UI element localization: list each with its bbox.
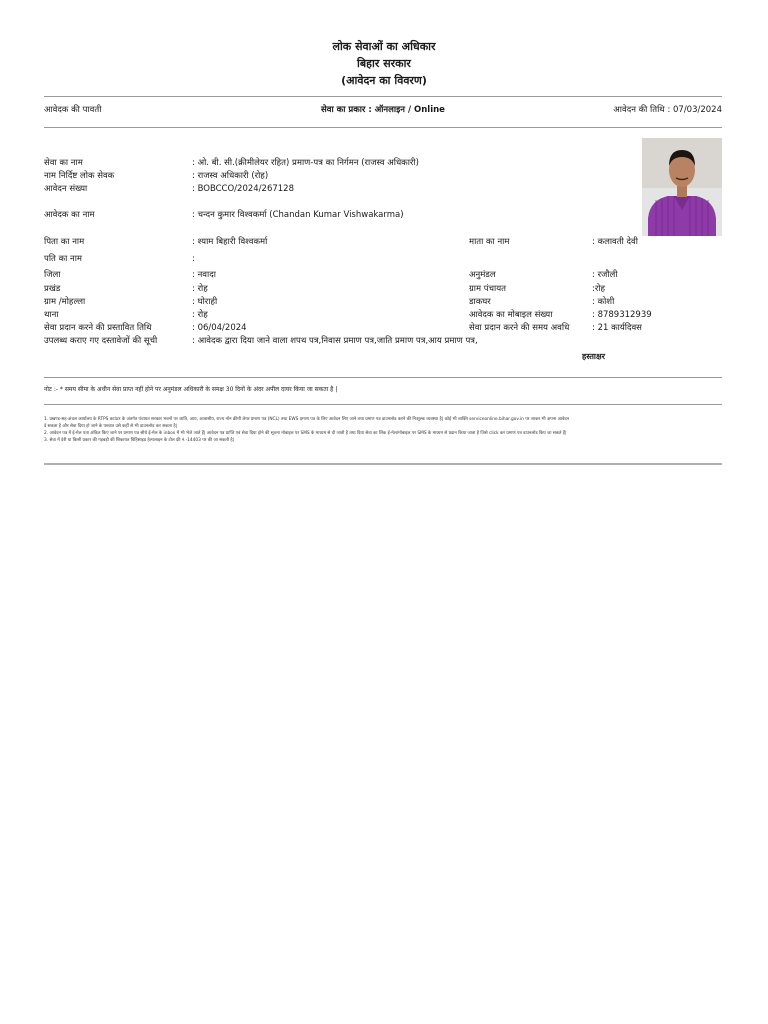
divider — [44, 96, 722, 97]
applicant-photo — [642, 138, 722, 236]
value-subdivision: : रजौली — [592, 270, 618, 280]
divider — [44, 404, 722, 405]
person-photo-icon — [642, 138, 722, 236]
value-applicant-name: : चन्दन कुमार विश्वकर्मा (Chandan Kumar Vishwakarma) — [192, 210, 404, 220]
value-father-name: : श्याम बिहारी विश्वकर्मा — [192, 237, 268, 247]
value-mobile: : 8789312939 — [592, 310, 652, 320]
value-district: : नवादा — [192, 270, 216, 280]
label-applicant-name: आवेदक का नाम — [44, 210, 95, 220]
header-government: बिहार सरकार — [357, 57, 411, 70]
divider — [44, 463, 722, 465]
value-block: : रोह — [192, 284, 208, 294]
service-type: सेवा का प्रकार : ऑनलाइन / Online — [321, 105, 445, 115]
label-officer: नाम निर्दिष्ट लोक सेवक — [44, 171, 115, 181]
signature-label: हस्ताक्षर — [582, 352, 605, 361]
label-mother-name: माता का नाम — [469, 237, 510, 247]
label-subdivision: अनुमंडल — [469, 270, 496, 280]
instructions — [44, 416, 724, 444]
document-header — [0, 38, 768, 89]
label-father-name: पिता का नाम — [44, 237, 85, 247]
header-subtitle: (आवेदन का विवरण) — [341, 74, 427, 87]
label-district: जिला — [44, 270, 61, 280]
divider — [44, 127, 722, 128]
value-police-station: : रोह — [192, 310, 208, 320]
value-post-office: : कोशी — [592, 297, 615, 307]
application-date: आवेदन की तिथि : 07/03/2024 — [613, 105, 722, 115]
instruction-line: 3. सेवा में देरी या किसी प्रकार की गड़बड़ी की शिकायत विहिसाइड हेल्पलाइन के टोल फ्री नं.-14403 पर की जा सकती है| — [44, 438, 235, 443]
value-officer: : राजस्व अधिकारी (रोह) — [192, 171, 269, 181]
value-village: : घोराही — [192, 297, 218, 307]
value-application-number: : BOBCCO/2024/267128 — [192, 184, 294, 194]
label-service-name: सेवा का नाम — [44, 158, 83, 168]
receipt-label: आवेदक की पावती — [44, 105, 102, 115]
instruction-line: 1. प्रखण्ड-सह-अंचल कार्यालय के RTPS काउंटर के अंतर्गत पंचायत सरकार भवनों पर जाति, आय, आवासीय, राज्य नॉन क्रीमी लेयर प्रमाण पत्र (NCL) तथा EWS प्रमाण पत्र के लिए आवेदन लिए जाने तथा प्रमाण पत्र डाउनलोड करने की निःशुल्क व्यवस्था है| कोई भी व्यक्ति serviceonline.bihar.gov.in पर जाकर भी अपना आवेदन — [44, 417, 570, 422]
label-police-station: थाना — [44, 310, 59, 320]
value-husband-name: : — [192, 254, 195, 264]
header-title: लोक सेवाओं का अधिकार — [332, 40, 436, 53]
value-due-date: : 06/04/2024 — [192, 323, 247, 333]
meta-row — [44, 104, 722, 120]
instruction-line: दे सकता है और सेवा दिया हो जाने के पश्चात उसे कहीं से भी डाउनलोड कर सकता है| — [44, 424, 178, 429]
label-post-office: डाकघर — [469, 297, 491, 307]
label-block: प्रखंड — [44, 284, 61, 294]
label-husband-name: पति का नाम — [44, 254, 83, 264]
label-village: ग्राम /मोहल्ला — [44, 297, 86, 307]
label-application-number: आवेदन संख्या — [44, 184, 88, 194]
value-documents: : आवेदक द्वारा दिया जाने वाला शपथ पत्र,निवास प्रमाण पत्र,जाति प्रमाण पत्र,आय प्रमाण पत्र, — [192, 336, 478, 346]
divider — [44, 377, 722, 378]
value-service-name: : ओ. बी. सी.(क्रीमीलेयर रहित) प्रमाण-पत्र का निर्गमन (राजस्व अधिकारी) — [192, 158, 419, 168]
label-service-duration: सेवा प्रदान करने की समय अवधि — [469, 323, 570, 333]
value-service-duration: : 21 कार्यदिवस — [592, 323, 642, 333]
value-panchayat: :रोह — [592, 284, 606, 294]
instruction-line: 2. आवेदन पत्र में ई-मेल पता अंकित किए जाने पर प्रमाण पत्र सीधे ई-मेल के inbox में भी भेजे जाते हैं| आवेदन पत्र प्राप्ति एवं सेवा दिया होने की सूचना मोबाइल पर SMS के माध्यम से दी जाती है तथा दिया सेवा का लिंक ई-मेल/मोबाइल पर SMS के माध्यम से प्रदान किया जाता है जिसे click कर प्रमाण पत्र डाउनलोड किए जा सकते हैं| — [44, 431, 567, 436]
value-mother-name: : कलावती देवी — [592, 237, 638, 247]
label-due-date: सेवा प्रदान करने की प्रस्तावित तिथि — [44, 323, 152, 333]
appeal-note: नोट :- * समय सीमा के अधीन सेवा प्राप्त नहीं होने पर अनुमंडल अधिकारी के समक्ष 30 दिनों के अंदर अपील दायर किया जा सकता है | — [44, 386, 338, 393]
label-mobile: आवेदक का मोबाइल संख्या — [469, 310, 553, 320]
label-panchayat: ग्राम पंचायत — [469, 284, 506, 294]
label-documents: उपलब्ध कराए गए दस्तावेजों की सूची — [44, 336, 158, 346]
